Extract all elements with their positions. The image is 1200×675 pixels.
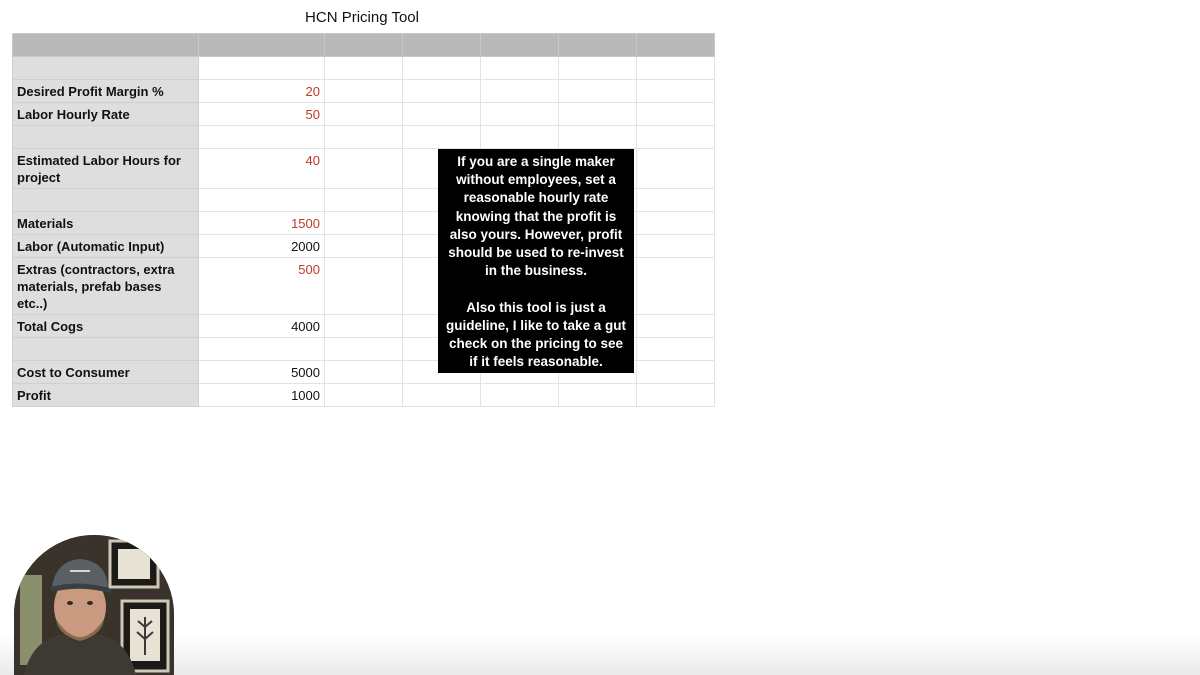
note-callout: If you are a single maker without employees, set a reasonable hourly rate knowing that the profit is also yours. However, profit should be used to re-invest in the business. Also this tool is just a guideline, I like to take a gut check on the pricing to see if it feels reasonable. — [438, 149, 634, 373]
presenter-avatar-icon — [14, 535, 174, 675]
total-cogs-cell[interactable]: 4000 — [199, 315, 325, 338]
table-row — [13, 80, 715, 103]
webcam-overlay — [14, 535, 174, 675]
row-label[interactable]: Profit — [13, 384, 199, 407]
row-label[interactable]: Labor Hourly Rate — [13, 103, 199, 126]
hourly-rate-cell[interactable]: 50 — [199, 103, 325, 126]
table-row — [13, 103, 715, 126]
row-label[interactable]: Estimated Labor Hours for project — [13, 149, 199, 189]
row-label[interactable]: Total Cogs — [13, 315, 199, 338]
sheet-title: HCN Pricing Tool — [305, 9, 419, 26]
labor-cell[interactable]: 2000 — [199, 235, 325, 258]
row-label[interactable]: Extras (contractors, extra materials, prefab bases etc..) — [13, 258, 199, 315]
materials-cell[interactable]: 1500 — [199, 212, 325, 235]
row-label[interactable]: Materials — [13, 212, 199, 235]
table-row — [13, 384, 715, 407]
row-label[interactable]: Desired Profit Margin % — [13, 80, 199, 103]
row-label[interactable]: Labor (Automatic Input) — [13, 235, 199, 258]
labor-hours-cell[interactable]: 40 — [199, 149, 325, 189]
header-bar — [13, 34, 715, 57]
profit-cell[interactable]: 1000 — [199, 384, 325, 407]
cost-to-consumer-cell[interactable]: 5000 — [199, 361, 325, 384]
extras-cell[interactable]: 500 — [199, 258, 325, 315]
profit-margin-cell[interactable]: 20 — [199, 80, 325, 103]
table-row — [13, 57, 715, 80]
bottom-fade — [0, 635, 1200, 675]
row-label[interactable]: Cost to Consumer — [13, 361, 199, 384]
table-row — [13, 126, 715, 149]
